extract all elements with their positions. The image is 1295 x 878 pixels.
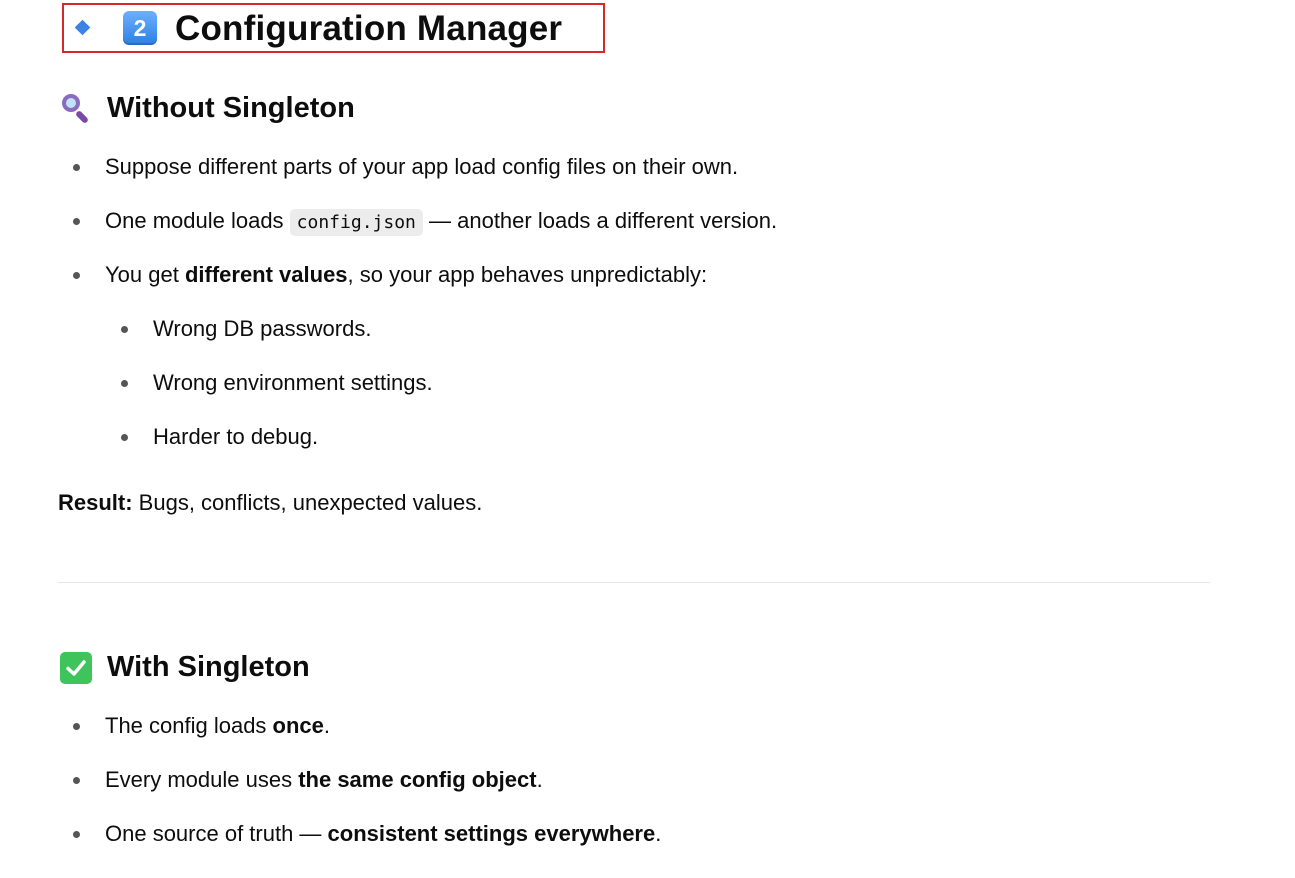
bullet	[73, 723, 80, 730]
list-item	[58, 152, 777, 206]
check-mark-icon	[60, 652, 92, 684]
bullet	[73, 777, 80, 784]
list-item	[58, 260, 777, 314]
list-item-text: , so your app behaves unpredictably:	[347, 262, 708, 287]
sub-list-item	[58, 368, 777, 422]
list-item-text: Wrong DB passwords.	[153, 316, 372, 341]
heading-text: Without Singleton	[107, 92, 355, 124]
horizontal-divider	[58, 582, 1210, 583]
inline-code: config.json	[290, 209, 423, 236]
list-item	[58, 711, 661, 765]
result-label: Result:	[58, 490, 133, 515]
bullet	[73, 272, 80, 279]
with-singleton-list	[58, 711, 661, 873]
bullet	[73, 164, 80, 171]
list-item-text: You get	[105, 262, 185, 287]
bold-text: once	[272, 713, 324, 738]
list-item-text: One module loads	[105, 208, 290, 233]
list-item	[58, 206, 777, 260]
bold-text: the same config object	[298, 767, 537, 792]
list-item-text: — another loads a different version.	[422, 208, 778, 233]
sub-list-item	[58, 422, 777, 476]
bullet	[73, 831, 80, 838]
list-item-text: Suppose different parts of your app load config files on their own.	[105, 154, 739, 179]
with-singleton-heading	[60, 651, 310, 684]
list-item-text: Harder to debug.	[153, 424, 319, 449]
list-item-text: The config loads	[105, 713, 273, 738]
title-text: Configuration Manager	[175, 9, 563, 48]
bold-text: different values	[184, 262, 348, 287]
magnifying-glass-icon	[60, 93, 92, 125]
bullet	[121, 380, 128, 387]
result-text: Bugs, conflicts, unexpected values.	[132, 490, 483, 515]
list-item	[58, 765, 661, 819]
list-item-text: .	[323, 713, 331, 738]
heading-text: With Singleton	[107, 651, 310, 683]
bullet	[73, 218, 80, 225]
list-item-text: Wrong environment settings.	[153, 370, 433, 395]
blue-diamond-icon	[75, 20, 91, 36]
bullet	[121, 434, 128, 441]
list-item-text: .	[536, 767, 543, 792]
list-item-text: .	[655, 821, 662, 846]
result-line	[58, 488, 482, 518]
section-title	[62, 3, 605, 53]
bold-text: consistent settings everywhere	[327, 821, 656, 846]
without-singleton-heading	[60, 92, 355, 125]
without-singleton-list	[58, 152, 777, 476]
list-item	[58, 819, 661, 873]
list-item-text: Every module uses	[105, 767, 299, 792]
list-item-text: One source of truth —	[105, 821, 328, 846]
sub-list-item	[58, 314, 777, 368]
bullet	[121, 326, 128, 333]
keycap-number-icon: 2	[123, 11, 157, 45]
